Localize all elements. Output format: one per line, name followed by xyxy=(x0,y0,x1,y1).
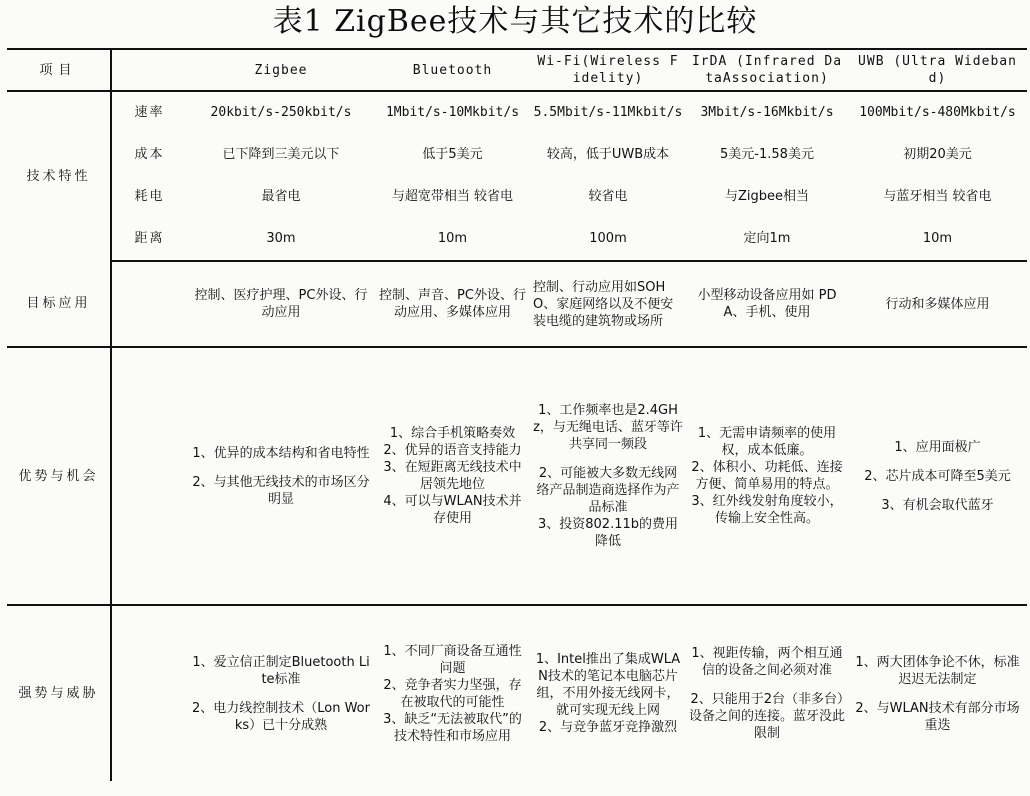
cell-zigbee-power: 最省电 xyxy=(261,188,301,204)
list-item: 2、与竞争蓝牙竞挣激烈 xyxy=(538,720,678,735)
cell-bluetooth-power: 与超宽带相当 较省电 xyxy=(391,188,514,204)
cell-uwb-range: 10m xyxy=(848,217,1027,261)
row-label-cost: 成本 xyxy=(134,146,165,162)
table-row xyxy=(7,605,1027,781)
table-row xyxy=(7,261,1027,347)
header-blank xyxy=(111,49,187,91)
cell-wifi-target: 控制、行动应用如SOHO、家庭网络以及不便安装电缆的建筑物或场所 xyxy=(530,261,686,347)
cell-uwb-target: 行动和多媒体应用 xyxy=(848,261,1027,347)
list-item: 3、有机会取代蓝牙 xyxy=(881,497,994,513)
cell-irda-power: 与Zigbee相当 xyxy=(724,188,810,204)
list-item: 2、优异的语音支持能力 xyxy=(383,443,522,458)
list-item: 2、与其他无线技术的市场区分明显 xyxy=(192,474,370,507)
list-item: 1、综合手机策略奏效 xyxy=(389,426,516,441)
cell-zigbee-target: 控制、医疗护理、PC外设、行动应用 xyxy=(187,261,375,347)
row-label-power: 耗电 xyxy=(134,188,165,204)
list-item: 3、在短距离无线技术中居领先地位 xyxy=(383,460,522,492)
list-item: 2、与WLAN技术有部分市场重迭 xyxy=(855,700,1020,733)
cell-wifi-power: 较省电 xyxy=(588,188,628,204)
list-item: 2、只能用于2台（非多台）设备之间的连接。蓝牙没此限制 xyxy=(689,692,846,741)
cell-blank xyxy=(111,347,187,605)
header-irda: IrDA (Infrared DataAssociation) xyxy=(686,49,848,91)
cell-wifi-advantage xyxy=(530,347,686,605)
table-title: 表1 ZigBee技术与其它技术的比较 xyxy=(272,4,758,39)
table-row xyxy=(7,347,1027,605)
row-label-range: 距离 xyxy=(111,217,187,261)
list-item: 3、缺乏“无法被取代”的技术特性和市场应用 xyxy=(383,711,522,744)
list-item: 2、体积小、功耗低、连接方便、简单易用的特点。 xyxy=(691,460,843,492)
header-item: 项目 xyxy=(7,49,111,91)
cell-bluetooth-target: 控制、声音、PC外设、行动应用、多媒体应用 xyxy=(375,261,530,347)
table-row xyxy=(7,217,1027,261)
section-threat: 强势与威胁 xyxy=(7,605,111,781)
list-item: 2、竞争者实力坚强，存在被取代的可能性 xyxy=(383,677,522,710)
cell-zigbee-threat xyxy=(187,605,375,781)
list-item: 2、芯片成本可降至5美元 xyxy=(864,468,1011,484)
cell-zigbee-cost: 已下降到三美元以下 xyxy=(222,146,340,162)
list-item: 1、不同厂商设备互通性问题 xyxy=(383,643,522,676)
header-zigbee: Zigbee xyxy=(187,49,375,91)
cell-uwb-power: 与蓝牙相当 较省电 xyxy=(883,188,992,204)
list-item: 3、投资802.11b的费用降低 xyxy=(537,517,678,549)
list-item: 1、工作频率也是2.4GHz，与无绳电话、蓝牙等许共享同一频段 xyxy=(533,403,683,452)
cell-uwb-rate: 100Mbit/s-480Mkbit/s xyxy=(859,105,1016,120)
cell-blank xyxy=(111,605,187,781)
list-item: 3、红外线发射角度较小，传输上安全性高。 xyxy=(691,494,843,526)
cell-bluetooth-advantage xyxy=(375,347,530,605)
cell-bluetooth-cost: 低于5美元 xyxy=(422,146,483,162)
cell-irda-cost: 5美元-1.58美元 xyxy=(720,146,814,162)
table-row xyxy=(7,133,1027,175)
list-item: 4、可以与WLAN技术并存使用 xyxy=(383,494,522,526)
section-advantage: 优势与机会 xyxy=(7,347,111,605)
list-item: 2、可能被大多数无线网络产品制造商选择作为产品标准 xyxy=(536,466,680,515)
cell-bluetooth-range: 10m xyxy=(375,217,530,261)
cell-irda-threat xyxy=(686,605,848,781)
cell-irda-advantage xyxy=(686,347,848,605)
cell-blank xyxy=(111,261,187,347)
cell-irda-rate: 3Mbit/s-16Mkbit/s xyxy=(700,105,834,120)
cell-bluetooth-rate: 1Mbit/s-10Mkbit/s xyxy=(385,105,520,120)
cell-zigbee-advantage xyxy=(187,347,375,605)
list-item: 1、无需申请频率的使用权，成本低廉。 xyxy=(697,426,837,458)
comparison-table xyxy=(7,48,1027,781)
cell-wifi-range: 100m xyxy=(530,217,686,261)
header-row xyxy=(7,49,1027,91)
cell-wifi-cost: 较高，低于UWB成本 xyxy=(546,146,670,162)
list-item: 1、Intel推出了集成WLAN技术的笔记本电脑芯片组，不用外接无线网卡，就可实现无线上网 xyxy=(535,652,681,718)
row-label-rate: 速率 xyxy=(134,105,165,120)
cell-uwb-threat xyxy=(848,605,1027,781)
table-row xyxy=(7,91,1027,133)
list-item: 1、应用面极广 xyxy=(894,439,981,455)
cell-uwb-advantage xyxy=(848,347,1027,605)
header-bluetooth: Bluetooth xyxy=(375,49,530,91)
cell-wifi-rate: 5.5Mbit/s-11Mkbit/s xyxy=(533,105,683,120)
cell-irda-target: 小型移动设备应用如 PDA、手机、使用 xyxy=(686,261,848,347)
list-item: 1、优异的成本结构和省电特性 xyxy=(192,445,370,461)
section-tech: 技术特性 xyxy=(7,91,111,261)
cell-zigbee-range: 30m xyxy=(187,217,375,261)
cell-bluetooth-threat xyxy=(375,605,530,781)
cell-wifi-threat xyxy=(530,605,686,781)
table-row xyxy=(7,175,1027,217)
list-item: 1、爱立信正制定Bluetooth Lite标准 xyxy=(192,654,370,687)
cell-irda-range: 定向1m xyxy=(686,217,848,261)
list-item: 2、电力线控制技术（Lon Works）已十分成熟 xyxy=(191,700,370,733)
list-item: 1、两大团体争论不休，标准迟迟无法制定 xyxy=(855,654,1020,687)
cell-zigbee-rate: 20kbit/s-250kbit/s xyxy=(210,105,352,120)
header-wifi: Wi-Fi(Wireless Fidelity) xyxy=(530,49,686,91)
cell-uwb-cost: 初期20美元 xyxy=(903,146,972,162)
header-uwb: UWB (Ultra Wideband) xyxy=(848,49,1027,91)
section-target: 目标应用 xyxy=(7,261,111,347)
list-item: 1、视距传输，两个相互通信的设备之间必须对准 xyxy=(691,646,843,678)
